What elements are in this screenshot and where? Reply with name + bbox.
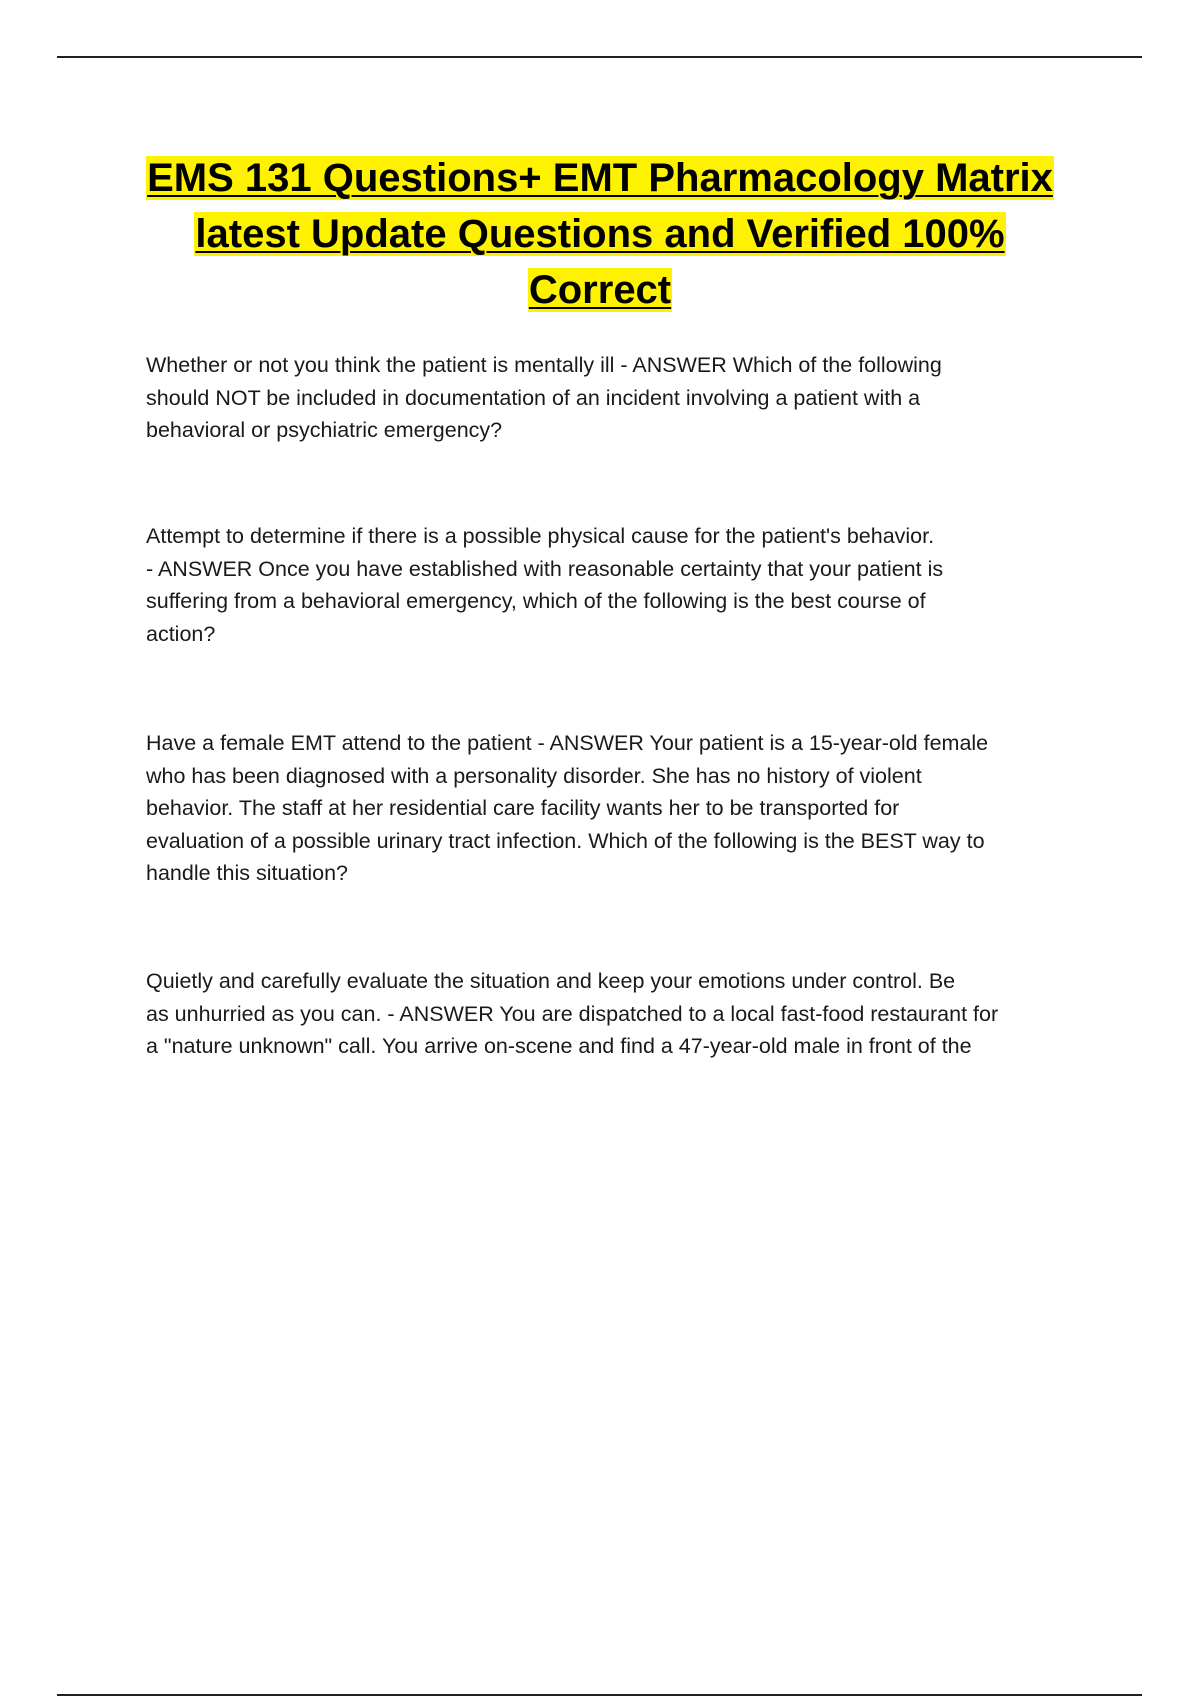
text-line: as unhurried as you can. - ANSWER You are dispatched to a local fast-food restaurant for (146, 1001, 999, 1026)
text-line: Have a female EMT attend to the patient - ANSWER Your patient is a 15-year-old female (146, 731, 989, 755)
text-line: Quietly and carefully evaluate the situation and keep your emotions under control. Be (146, 969, 956, 993)
text-line: - ANSWER Once you have established with reasonable certainty that your patient is (146, 556, 944, 581)
qa-entry (146, 965, 1096, 1063)
text-line: evaluation of a possible urinary tract infection. Which of the following is the BEST way to (146, 828, 985, 853)
text-line: Whether or not you think the patient is mentally ill - ANSWER Which of the following (146, 353, 942, 377)
title-line: EMS 131 Questions+ EMT Pharmacology Matrix (147, 156, 1053, 200)
qa-entry (146, 520, 1096, 650)
text-line: suffering from a behavioral emergency, which of the following is the best course of (146, 589, 926, 613)
text-line: should NOT be included in documentation of an incident involving a patient with a (146, 385, 921, 410)
text-line: behavioral or psychiatric emergency? (146, 418, 503, 442)
text-line: who has been diagnosed with a personality disorder. She has no history of violent (146, 763, 922, 788)
qa-entry (146, 349, 1096, 447)
title-line: latest Update Questions and Verified 100% (195, 212, 1005, 256)
text-line: handle this situation? (146, 861, 349, 885)
footer-rule (57, 1694, 1142, 1696)
text-line: Attempt to determine if there is a possible physical cause for the patient's behavior. (146, 524, 935, 548)
text-line: behavior. The staff at her residential care facility wants her to be transported for (146, 796, 900, 820)
header-rule (57, 56, 1142, 58)
text-line: a "nature unknown" call. You arrive on-scene and find a 47-year-old male in front of the (146, 1034, 972, 1058)
qa-entry (146, 727, 1096, 890)
text-line: action? (146, 621, 216, 646)
document-title (100, 150, 1100, 318)
title-line: Correct (528, 268, 672, 312)
